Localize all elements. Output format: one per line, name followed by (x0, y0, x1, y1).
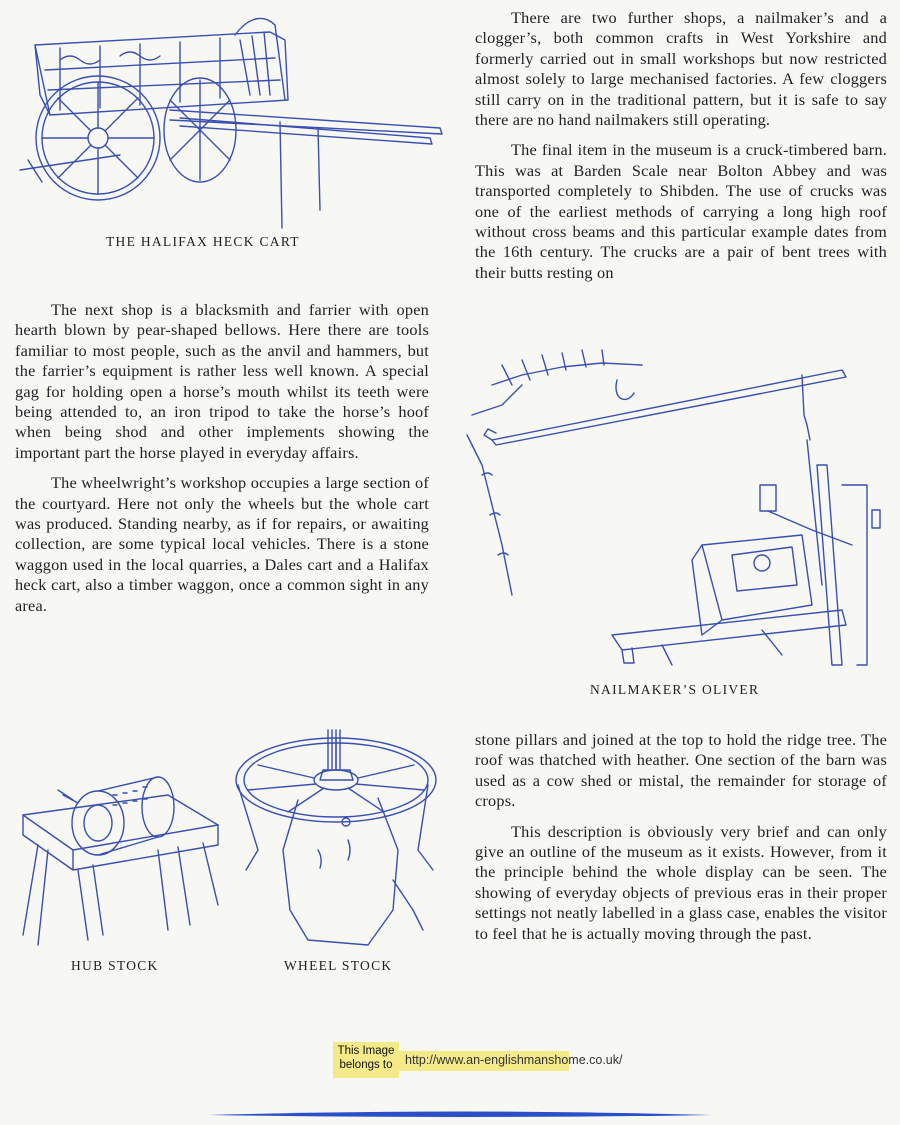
oliver-caption: NAILMAKER’S OLIVER (590, 682, 760, 697)
watermark-label: This Image belongs to (333, 1042, 399, 1078)
right-column-bottom-text (475, 730, 887, 944)
left-column-text (15, 300, 429, 616)
watermark-url[interactable]: http://www.an-englishmanshome.co.uk/ (399, 1051, 569, 1071)
heck-cart-illustration (20, 10, 445, 235)
decorative-stripe (208, 1103, 712, 1111)
wheel-stock-caption: WHEEL STOCK (284, 958, 393, 973)
watermark-badge (333, 1042, 623, 1078)
paragraph-conclusion: This description is obviously very brief and can only give an outline of the museum as it exists. However, from it the principle behind the whole display can be seen. The showing of everyday objects of previous eras in their proper settings not neatly labelled in a glass case, enables the visitor to feel that he is actually moving through the past. (475, 821, 887, 943)
paragraph-blacksmith: The next shop is a blacksmith and farrier with open hearth blown by pear-shaped bellows. Here there are tools familiar to most people, such as the anvil and hammers, but the farrier’s equipment is rather less well known. A special gag for holding open a horse’s mouth whilst its teeth were being attended to, an iron tripod to take the horse’s hoof when being shod and other implements showing the important part the horse played in everyday affairs. (15, 300, 429, 462)
hub-stock-caption: HUB STOCK (71, 958, 159, 973)
wheel-stock-illustration (228, 730, 443, 955)
heck-cart-caption: THE HALIFAX HECK CART (106, 234, 300, 249)
hub-stock-illustration (18, 755, 223, 950)
paragraph-wheelwright: The wheelwright’s workshop occupies a large section of the courtyard. Here not only the wheels but the whole cart was produced. Standing nearby, as if for repairs, or awaiting collection, are some typical local vehicles. There is a stone waggon used in the local quarries, a Dales cart and a Halifax heck cart, also a timber waggon, once a common sight in any area. (15, 473, 429, 615)
right-column-top-text (475, 8, 887, 283)
paragraph-cruck-barn: The final item in the museum is a cruck-timbered barn. This was at Barden Scale near Bolton Abbey and was transported completely to Shibden. The use of crucks was one of the earliest methods of carrying a long high roof without cross beams and this particular example dates from the 16th century. The crucks are a pair of bent trees with their butts resting on (475, 140, 887, 282)
paragraph-barn-continued: stone pillars and joined at the top to hold the ridge tree. The roof was thatched with heather. One section of the barn was used as a cow shed or mistal, the remainder for storage of crops. (475, 730, 887, 811)
paragraph-nailmaker: There are two further shops, a nailmaker’s and a clogger’s, both common crafts in West Yorkshire and formerly carried out in small workshops but now restricted almost solely to large mechanised factories. A few cloggers still carry on in the traditional pattern, but it is safe to say there are no hand nailmakers still operating. (475, 8, 887, 130)
stripe-shape (208, 1112, 712, 1118)
nailmaker-oliver-illustration (462, 345, 892, 670)
